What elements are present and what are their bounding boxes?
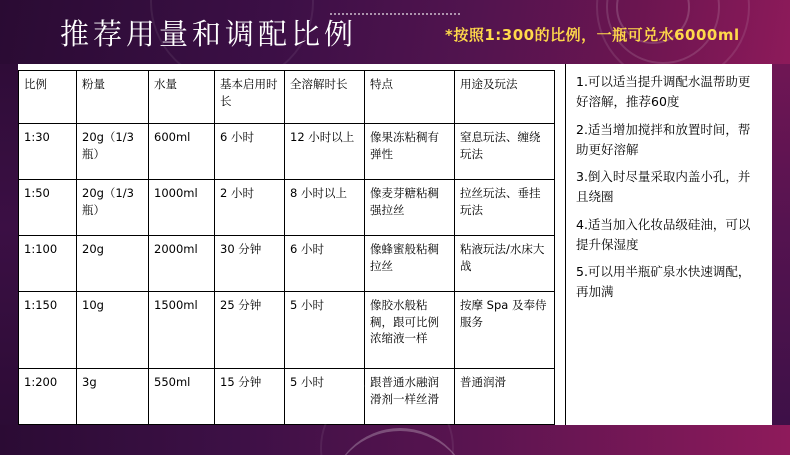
cell-powder: 3g [77, 368, 149, 424]
list-item: 5.可以用半瓶矿泉水快速调配，再加满 [576, 264, 751, 300]
cell-ratio: 1:100 [19, 235, 77, 291]
cell-basic-time: 30 分钟 [215, 235, 285, 291]
cell-water: 550ml [149, 368, 215, 424]
list-item: 4.适当加入化妆品级硅油，可以提升保湿度 [576, 216, 751, 252]
cell-water: 1000ml [149, 179, 215, 235]
table-header-row [19, 71, 555, 124]
cell-feature: 像蜂蜜般粘稠拉丝 [365, 235, 455, 291]
tips-list [565, 64, 751, 425]
cell-ratio: 1:30 [19, 124, 77, 180]
cell-water: 2000ml [149, 235, 215, 291]
list-item: 1.可以适当提升调配水温帮助更好溶解，推荐60度 [576, 74, 751, 110]
cell-usage: 普通润滑 [455, 368, 555, 424]
cell-full-time: 5 小时 [285, 291, 365, 368]
table-row [19, 179, 555, 235]
cell-ratio: 1:150 [19, 291, 77, 368]
cell-feature: 跟普通水融润滑剂一样丝滑 [365, 368, 455, 424]
list-item: 3.倒入时尽量采取内盖小孔，并且绕圈 [576, 169, 751, 205]
cell-ratio: 1:50 [19, 179, 77, 235]
cell-ratio: 1:200 [19, 368, 77, 424]
cell-water: 1500ml [149, 291, 215, 368]
column-header-ratio: 比例 [19, 71, 77, 124]
cell-basic-time: 6 小时 [215, 124, 285, 180]
main-content [18, 64, 772, 425]
cell-feature: 像麦芽糖粘稠强拉丝 [365, 179, 455, 235]
cell-basic-time: 25 分钟 [215, 291, 285, 368]
column-header-usage: 用途及玩法 [455, 71, 555, 124]
footer-banner [0, 425, 790, 455]
cell-full-time: 12 小时以上 [285, 124, 365, 180]
cell-full-time: 5 小时 [285, 368, 365, 424]
cell-full-time: 8 小时以上 [285, 179, 365, 235]
ratio-note-badge: *按照1:300的比例，一瓶可兑水6000ml [445, 26, 740, 44]
cell-feature: 像胶水般粘稠，跟可比例浓缩液一样 [365, 291, 455, 368]
table-row [19, 291, 555, 368]
cell-feature: 像果冻粘稠有弹性 [365, 124, 455, 180]
table-row [19, 235, 555, 291]
cell-usage: 窒息玩法、缠绕玩法 [455, 124, 555, 180]
column-header-basic-time: 基本启用时长 [215, 71, 285, 124]
cell-full-time: 6 小时 [285, 235, 365, 291]
page-title: 推荐用量和调配比例 [60, 17, 358, 51]
table-row [19, 124, 555, 180]
column-header-feature: 特点 [365, 71, 455, 124]
cell-powder: 20g（1/3瓶） [77, 179, 149, 235]
decorative-right-border [772, 0, 790, 455]
cell-powder: 20g（1/3瓶） [77, 124, 149, 180]
list-item: 2.适当增加搅拌和放置时间，帮助更好溶解 [576, 121, 751, 157]
decorative-left-border [0, 0, 18, 455]
cell-powder: 20g [77, 235, 149, 291]
table-row [19, 368, 555, 424]
cell-usage: 按摩 Spa 及奉侍服务 [455, 291, 555, 368]
cell-basic-time: 15 分钟 [215, 368, 285, 424]
cell-basic-time: 2 小时 [215, 179, 285, 235]
cell-water: 600ml [149, 124, 215, 180]
column-header-water: 水量 [149, 71, 215, 124]
column-header-powder: 粉量 [77, 71, 149, 124]
column-header-full-time: 全溶解时长 [285, 71, 365, 124]
cell-usage: 粘液玩法/水床大战 [455, 235, 555, 291]
cell-powder: 10g [77, 291, 149, 368]
cell-usage: 拉丝玩法、垂挂玩法 [455, 179, 555, 235]
dosage-table [18, 70, 555, 425]
